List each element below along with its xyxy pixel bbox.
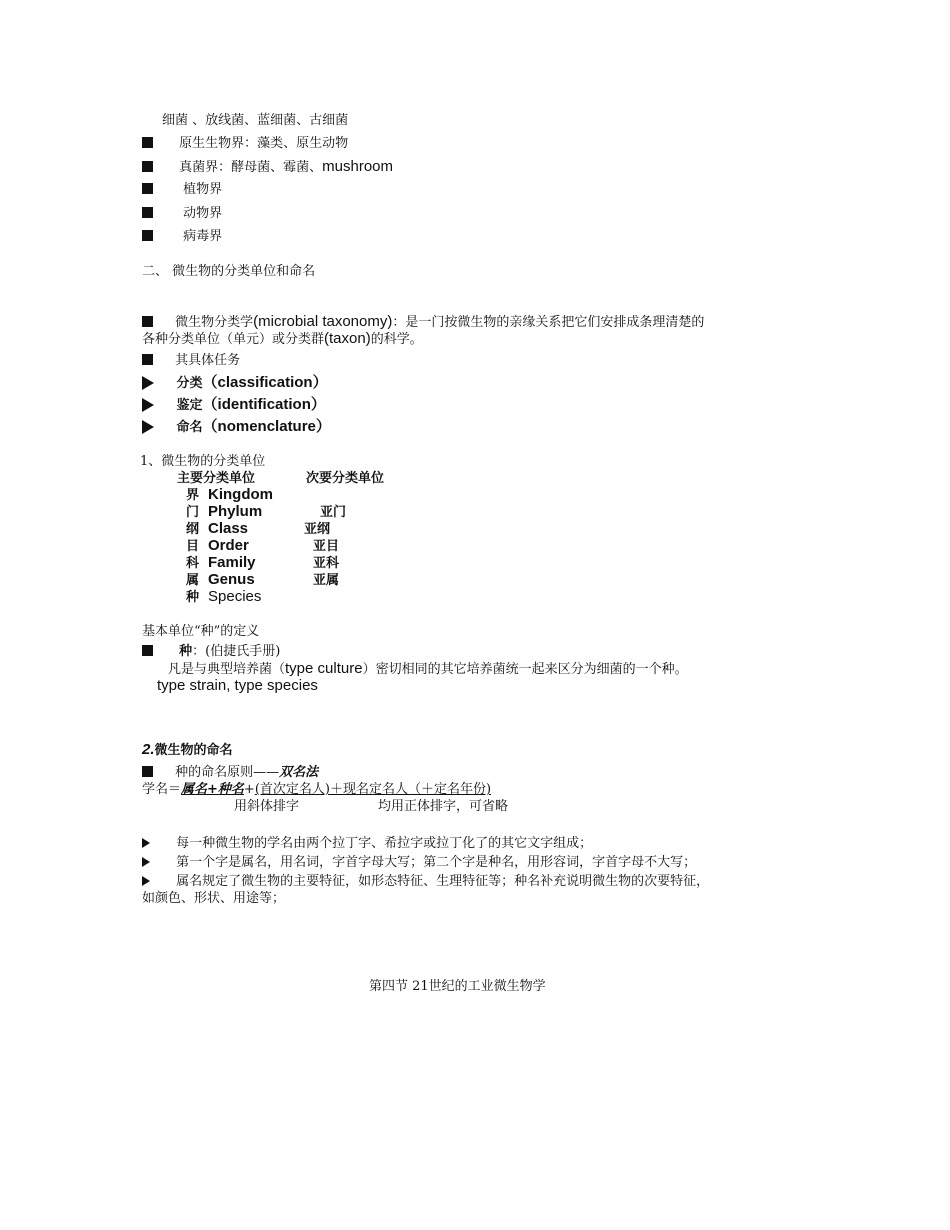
square-bullet-icon	[142, 645, 153, 656]
unit-zh: 目	[186, 539, 200, 554]
units-col-sub: 次要分类单位	[306, 471, 385, 486]
unit-sub: 亚科	[313, 556, 340, 571]
naming-point: 每一种微生物的学名由两个拉丁字、希拉字或拉丁化了的其它文字组成；	[142, 835, 592, 852]
units-heading: 1、微生物的分类单位	[140, 454, 266, 469]
kingdom-item: 病毒界	[142, 228, 222, 245]
unit-sub: 亚纲	[304, 522, 331, 537]
square-bullet-icon	[142, 137, 153, 148]
kingdom-item: 原生生物界：藻类、原生动物	[142, 135, 348, 152]
kingdom-item: 动物界	[142, 205, 222, 222]
square-bullet-icon	[142, 354, 153, 365]
square-bullet-icon	[142, 766, 153, 777]
square-bullet-icon	[142, 207, 153, 218]
units-col-main: 主要分类单位	[177, 471, 256, 486]
task-item: 分类（classification）	[142, 374, 328, 392]
unit-en: Species	[208, 588, 262, 605]
unit-zh: 种	[186, 590, 200, 605]
naming-point: 属名规定了微生物的主要特征，如形态特征、生理特征等；种名补充说明微生物的次要特征，	[142, 873, 709, 890]
kingdom-item: 植物界	[142, 181, 222, 198]
kingdom-line-bacteria: 细菌 、放线菌、蓝细菌、古细菌	[162, 113, 349, 128]
unit-zh: 门	[186, 505, 200, 520]
unit-zh: 属	[186, 573, 200, 588]
arrow-bullet-icon	[142, 876, 150, 886]
naming-heading: 2.微生物的命名	[142, 741, 233, 758]
species-heading: 基本单位“种”的定义	[142, 624, 260, 639]
species-definition: 凡是与典型培养菌（type culture）密切相同的其它培养菌统一起来区分为细菌的一个种。	[168, 660, 688, 677]
kingdom-item: 真菌界：酵母菌、霉菌、mushroom	[142, 158, 393, 176]
unit-sub: 亚属	[313, 573, 340, 588]
unit-zh: 科	[186, 556, 200, 571]
species-label: 种：(伯捷氏手册)	[142, 643, 280, 660]
unit-sub: 亚门	[320, 505, 347, 520]
naming-point: 第一个字是属名，用名词，字首字母大写；第二个字是种名，用形容词，字首字母不大写；	[142, 854, 696, 871]
unit-zh: 纲	[186, 522, 200, 537]
formula-note-regular: 均用正体排字，可省略	[378, 799, 509, 814]
unit-en: Class	[208, 520, 249, 537]
unit-en: Genus	[208, 571, 255, 588]
arrow-bullet-icon	[142, 376, 154, 390]
arrow-bullet-icon	[142, 398, 154, 412]
taxonomy-definition: 微生物分类学(microbial taxonomy)：是一门按微生物的亲缘关系把它们安排成条理清楚的	[142, 313, 704, 331]
naming-formula: 学名＝属名+种名+(首次定名人)＋现名定名人（＋定名年份)	[142, 782, 492, 797]
square-bullet-icon	[142, 161, 153, 172]
naming-principle: 种的命名原则——双名法	[142, 764, 318, 781]
naming-point-cont: 如颜色、形状、用途等；	[142, 891, 286, 906]
unit-zh: 界	[186, 488, 200, 503]
unit-en: Family	[208, 554, 256, 571]
arrow-bullet-icon	[142, 857, 150, 867]
task-item: 鉴定（identification）	[142, 396, 326, 414]
arrow-bullet-icon	[142, 838, 150, 848]
unit-sub: 亚目	[313, 539, 340, 554]
formula-note-italic: 用斜体排字	[234, 799, 300, 814]
unit-en: Kingdom	[208, 486, 273, 503]
tasks-label: 其具体任务	[142, 352, 240, 369]
arrow-bullet-icon	[142, 420, 154, 434]
section-title: 第四节 21世纪的工业微生物学	[369, 979, 546, 994]
taxonomy-definition-cont: 各种分类单位（单元）或分类群(taxon)的科学。	[142, 330, 423, 347]
unit-en: Order	[208, 537, 249, 554]
square-bullet-icon	[142, 230, 153, 241]
type-terms: type strain, type species	[157, 677, 318, 694]
unit-en: Phylum	[208, 503, 263, 520]
section-heading: 二、 微生物的分类单位和命名	[142, 264, 316, 279]
square-bullet-icon	[142, 183, 153, 194]
task-item: 命名（nomenclature）	[142, 418, 331, 436]
square-bullet-icon	[142, 316, 153, 327]
